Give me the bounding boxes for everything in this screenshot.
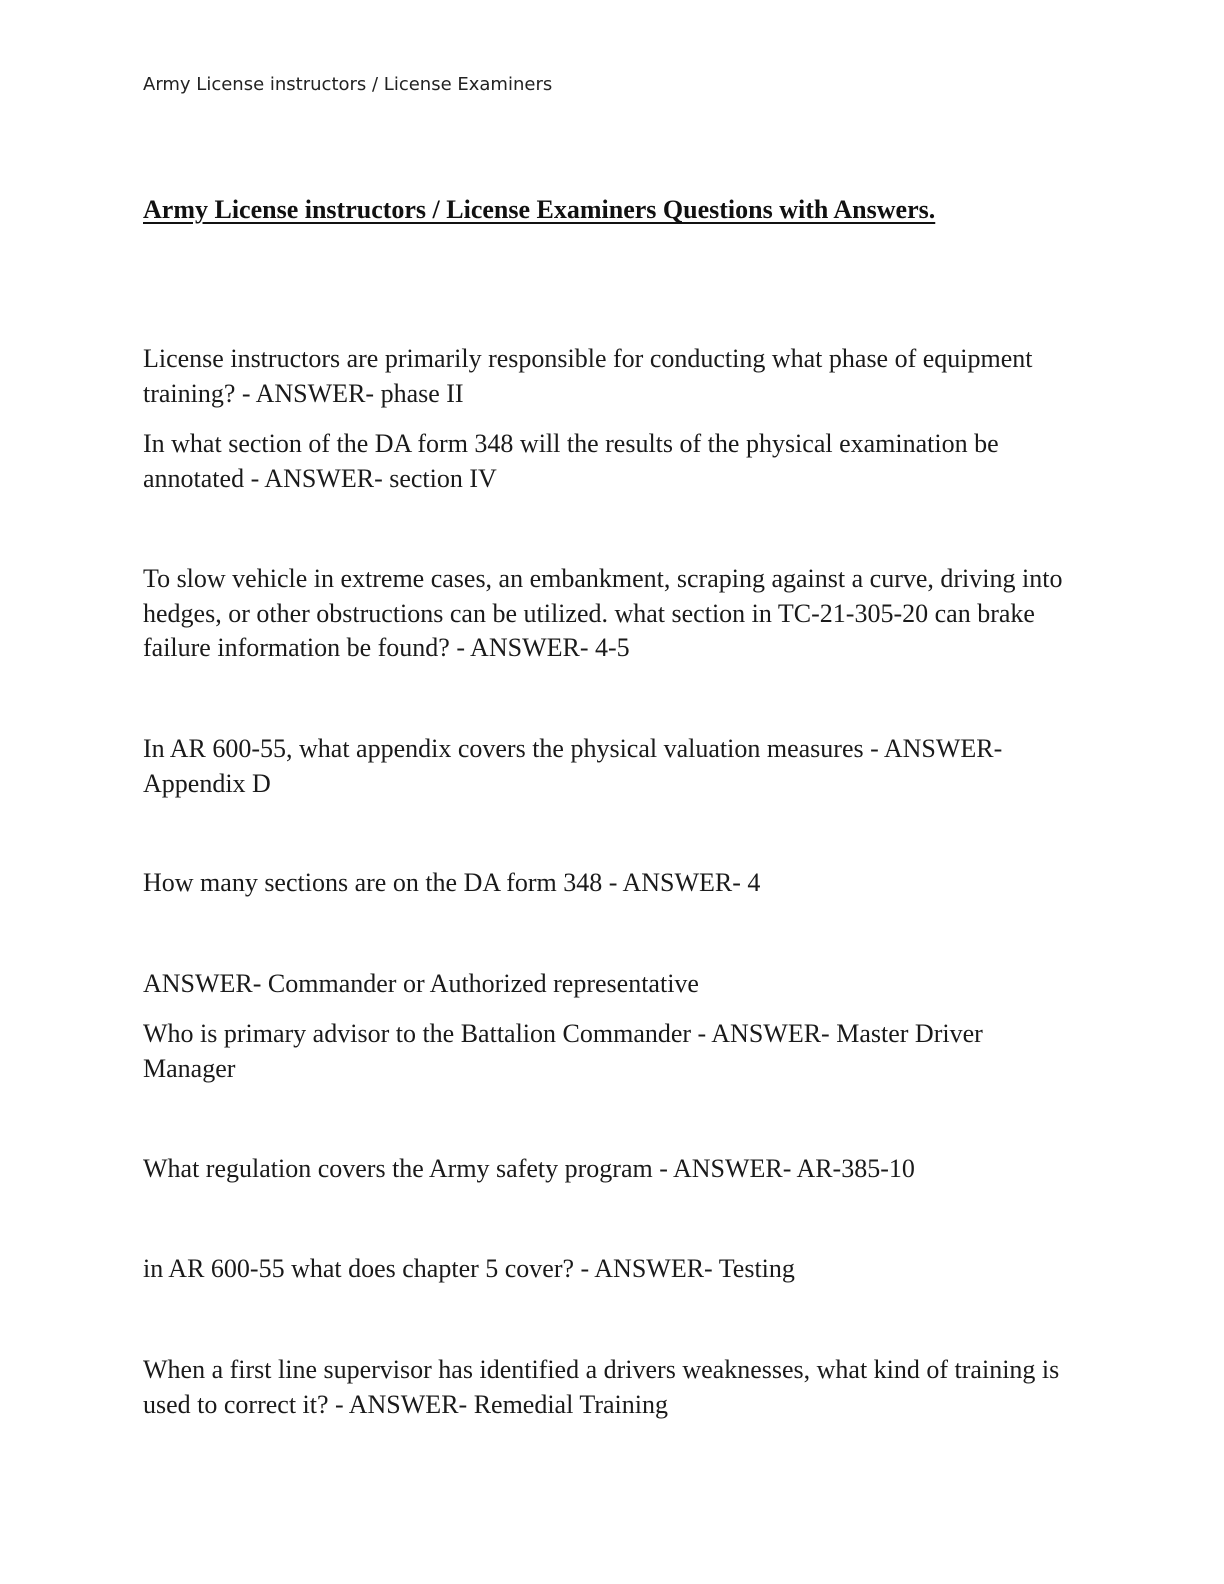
qa-paragraph: How many sections are on the DA form 348 - ANSWER- 4	[143, 868, 761, 897]
qa-paragraph: License instructors are primarily responsible for conducting what phase of equipment training? - ANSWER- phase II	[143, 344, 1033, 408]
qa-paragraph: ANSWER- Commander or Authorized representative	[143, 969, 699, 998]
running-header: Army License instructors / License Examiners	[143, 74, 553, 95]
qa-paragraph: What regulation covers the Army safety program - ANSWER- AR-385-10	[143, 1154, 915, 1183]
qa-paragraph: in AR 600-55 what does chapter 5 cover? - ANSWER- Testing	[143, 1254, 795, 1283]
qa-paragraph: In AR 600-55, what appendix covers the physical valuation measures - ANSWER- Appendix D	[143, 734, 1003, 798]
document-title: Army License instructors / License Examiners Questions with Answers.	[143, 195, 936, 224]
qa-paragraph: In what section of the DA form 348 will the results of the physical examination be annotated - ANSWER- section IV	[143, 429, 999, 493]
qa-paragraph: To slow vehicle in extreme cases, an embankment, scraping against a curve, driving into hedges, or other obstructions can be utilized. what section in TC-21-305-20 can brake failure information be found? - ANSWER- 4-5	[143, 564, 1063, 662]
qa-paragraph: When a first line supervisor has identified a drivers weaknesses, what kind of training is used to correct it? - ANSWER- Remedial Training	[143, 1355, 1060, 1419]
qa-paragraph: Who is primary advisor to the Battalion Commander - ANSWER- Master Driver Manager	[143, 1019, 983, 1083]
